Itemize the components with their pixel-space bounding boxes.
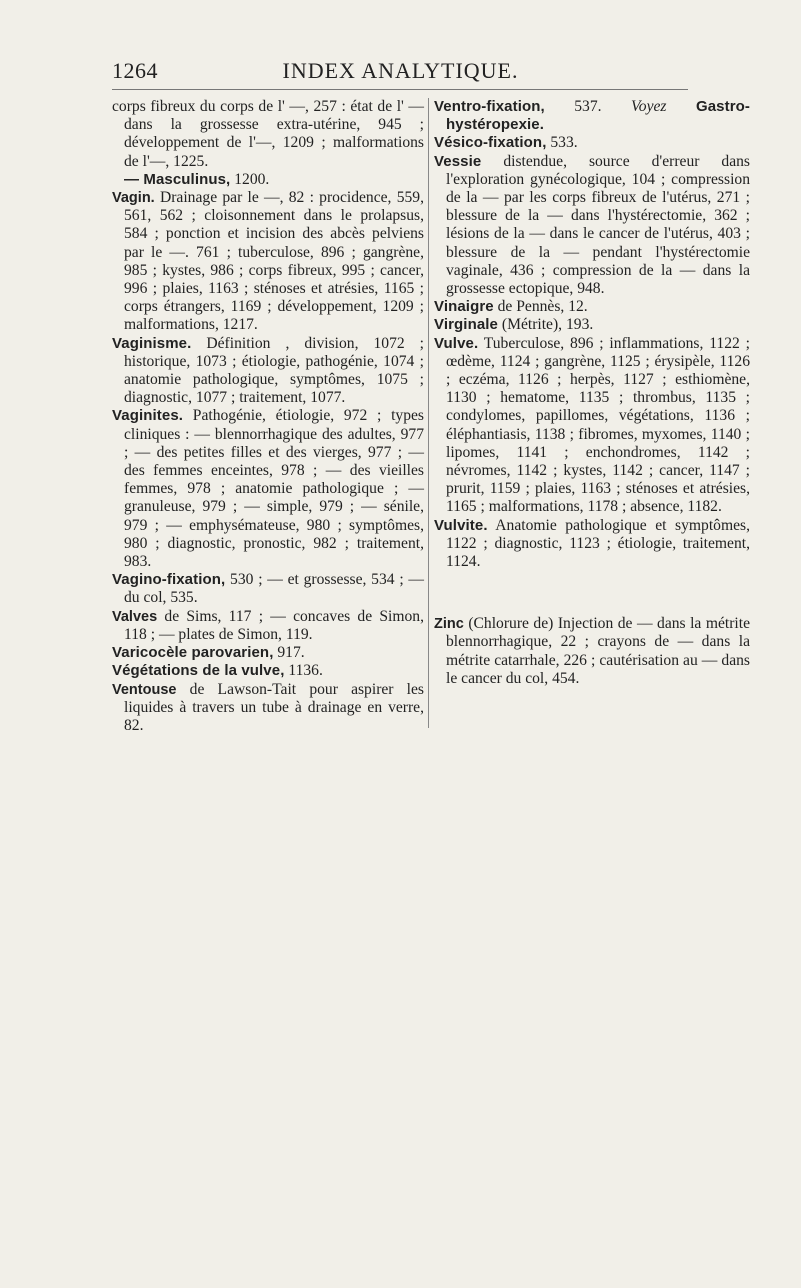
- entry-body: 1136.: [288, 662, 323, 680]
- column-divider: [428, 98, 429, 728]
- entry-gap: [434, 571, 750, 615]
- entry-heading: Vésico-fixation,: [434, 134, 547, 152]
- entry-heading: Vagin.: [112, 190, 155, 207]
- left-column: [112, 98, 424, 735]
- index-entry: [112, 681, 424, 736]
- entry-body: (Chlorure de) Injection de — dans la métrite blennorrhagique, 22 ; crayons de — dans la métrite catarrhale, 226 ; cautérisation au — dans le cancer du col, 454.: [446, 615, 750, 687]
- entry-heading: Ventouse: [112, 681, 177, 698]
- entry-body: 917.: [277, 644, 305, 662]
- entry-body: Pathogénie, étiologie, 972 ; types cliniques : — blennorrhagique des adultes, 977 ; — des petites filles et des vierges, 977 ; — des femmes enceintes, 978 ; — des vieilles femmes, 978 ; anatomie pathologique ; — granuleuse, 979 ; — simple, 979 ; — sénile, 979 ; — emphysémateuse, 980 ; symptômes, 980 ; diagnostic, pronostic, 982 ; traitement, 983.: [124, 407, 424, 571]
- entry-body: 1200.: [234, 170, 270, 188]
- index-entry: [434, 134, 750, 152]
- entry-heading: Vaginites.: [112, 407, 184, 425]
- index-entry: [434, 615, 750, 688]
- entry-heading: Varicocèle parovarien,: [112, 644, 274, 662]
- entry-heading: Vulvite.: [434, 516, 488, 534]
- entry-body: distendue, source d'erreur dans l'exploration gynécologique, 104 ; compression de la — par les corps fibreux de l'utérus, 271 ; blessure de la — dans l'hystérectomie, 362 ; lésions de la — dans le cancer de l'utérus, 403 ; blessure de la — pendant l'hystérectomie vaginale, 436 ; compression de la — dans la grossesse ectopique, 948.: [446, 152, 750, 298]
- entry-heading: Ventro-fixation,: [434, 98, 545, 115]
- see-target: Gastro-hystéropexie.: [446, 98, 750, 134]
- entry-heading: — Masculinus,: [124, 170, 231, 188]
- entry-heading: Vagino-fixation,: [112, 571, 226, 589]
- entry-heading: Virginale: [434, 316, 498, 334]
- entry-body: corps fibreux du corps de l' —, 257 : état de l' — dans la grossesse extra-utérine, 945 ; développement de l'—, 1209 ; malformations de l'—, 1225.: [112, 98, 424, 170]
- index-entry: [434, 517, 750, 572]
- index-entry: [112, 407, 424, 571]
- entry-body: (Métrite), 193.: [501, 316, 594, 334]
- entry-heading: Vaginisme.: [112, 334, 192, 352]
- see-label: Voyez: [630, 98, 667, 115]
- index-entry: [112, 171, 424, 189]
- header-rule: [112, 89, 688, 90]
- index-entry: [112, 335, 424, 408]
- entry-heading: Végétations de la vulve,: [112, 662, 285, 680]
- index-entry: [434, 316, 750, 334]
- index-entry: [112, 644, 424, 662]
- index-entry: [112, 662, 424, 680]
- running-title: INDEX ANALYTIQUE.: [282, 58, 519, 83]
- right-column: [434, 98, 750, 688]
- entry-heading: Vessie: [434, 152, 482, 170]
- entry-body: de Pennès, 12.: [497, 298, 588, 316]
- entry-body: Anatomie pathologique et symptômes, 1122 ; diagnostic, 1123 ; étiologie, traitement, 1124.: [446, 516, 750, 571]
- index-entry: [434, 98, 750, 134]
- entry-body: 530 ; — et grossesse, 534 ; — du col, 535.: [124, 571, 424, 607]
- index-entry: [112, 98, 424, 171]
- index-entry: [112, 189, 424, 335]
- entry-heading: Zinc: [434, 616, 464, 633]
- entry-body: de Sims, 117 ; — concaves de Simon, 118 ; — plates de Simon, 119.: [124, 607, 424, 643]
- entry-body: 533.: [550, 134, 578, 152]
- entry-heading: Vulve.: [434, 334, 479, 352]
- index-entry: [434, 153, 750, 299]
- page-header: [0, 58, 801, 92]
- entry-body: de Lawson-Tait pour aspirer les liquides à travers un tube à drainage en verre, 82.: [124, 680, 424, 734]
- entry-body: Tuberculose, 896 ; inflammations, 1122 ; œdème, 1124 ; gangrène, 1125 ; érysipèle, 1126 ; eczéma, 1126 ; herpès, 1127 ; esthiomène, 1130 ; hematome, 1135 ; thrombus, 1135 ; condylomes, papillomes, végétations, 1136 ; éléphantiasis, 1138 ; fibromes, myxomes, 1140 ; lipomes, 1141 ; enchondromes, 1142 ; névromes, 1142 ; kystes, 1142 ; cancer, 1147 ; prurit, 1159 ; plaies, 1163 ; sténoses et atrésies, 1165 ; malformations, 1178 ; absence, 1182.: [446, 334, 750, 516]
- entry-heading: Vinaigre: [434, 298, 494, 316]
- index-entry: [112, 608, 424, 644]
- page-number: 1264: [112, 58, 158, 83]
- index-entry: [434, 335, 750, 517]
- entry-body: Drainage par le —, 82 : procidence, 559, 561, 562 ; cloisonnement dans le prolapsus, 584 ; ponction et incision des abcès pelviens par le —. 761 ; tuberculose, 896 ; gangrène, 985 ; kystes, 986 ; corps fibreux, 995 ; cancer, 996 ; plaies, 1163 ; sténoses et atrésies, 1165 ; corps étrangers, 1169 ; développement, 1209 ; malformations, 1217.: [124, 189, 424, 334]
- index-entry: [112, 571, 424, 607]
- entry-body: Définition , division, 1072 ; historique, 1073 ; étiologie, pathogénie, 1074 ; anatomie pathologique, symptômes, 1075 ; diagnostic, 1077 ; traitement, 1077.: [124, 334, 424, 407]
- entry-body: 537.: [574, 98, 602, 115]
- index-entry: [434, 298, 750, 316]
- entry-heading: Valves: [112, 608, 158, 625]
